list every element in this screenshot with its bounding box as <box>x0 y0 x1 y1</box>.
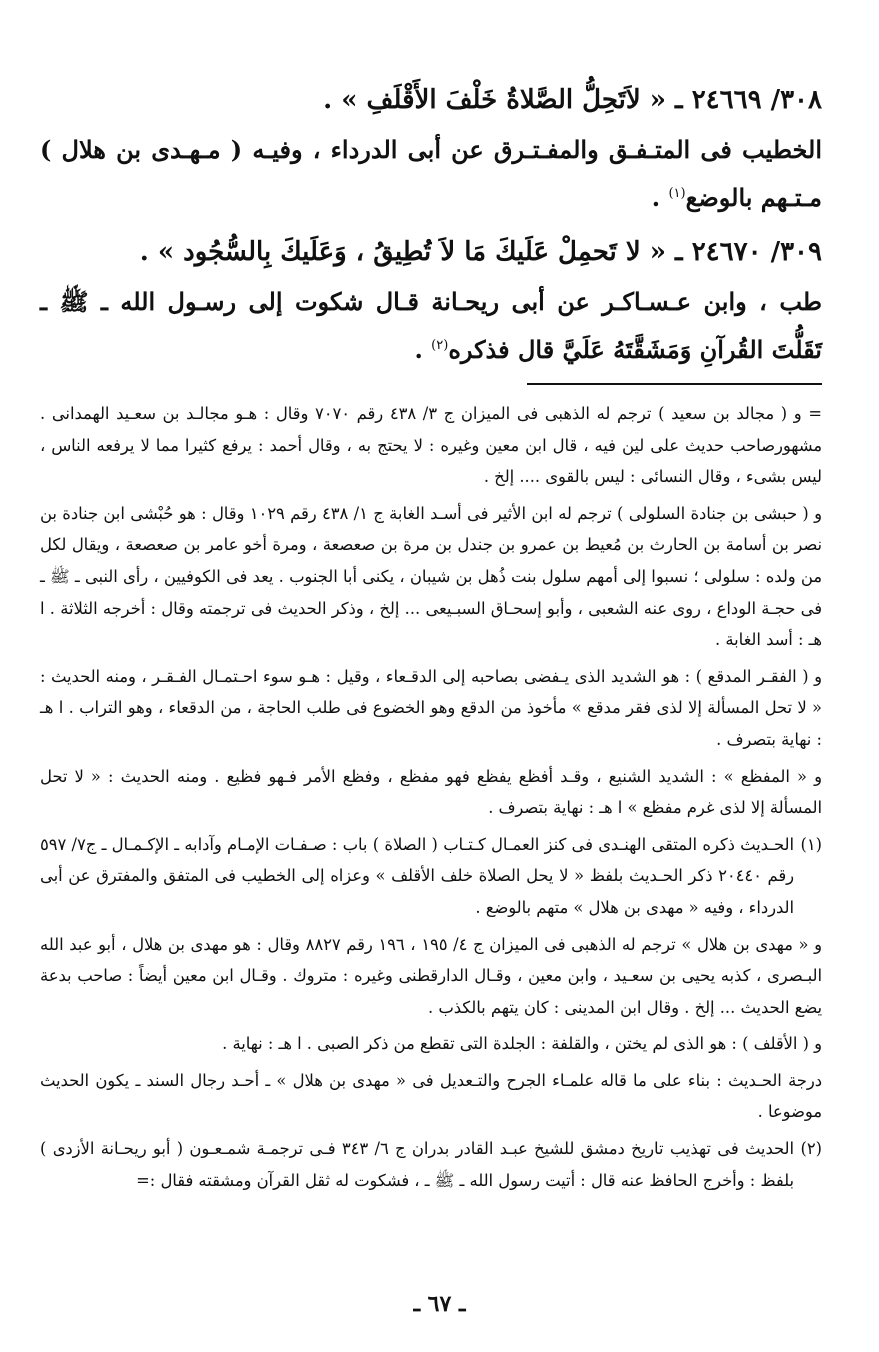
footnote-1-grade: درجة الحـديث : بناء على ما قاله علمـاء الجرح والتـعديل فى « مهدى بن هلال » ـ أحـد رجال السند ـ يكون الحديث موضوعا . <box>40 1070 822 1122</box>
footnote-ref-2: (٢) <box>431 338 449 353</box>
footnote-2-number: (٢) <box>800 1139 822 1159</box>
hadith-308: ٣٠٨/ ٢٤٦٦٩ ـ « لاَتَحِلُّ الصَّلاةُ خَلْفَ الأَقْلَفِ » . <box>323 85 822 115</box>
hadith-309-source <box>40 280 822 372</box>
hadith-309: ٣٠٩/ ٢٤٦٧٠ ـ « لا تَحمِلْ عَلَيكَ مَا لاَ تُطِيقُ ، وَعَلَيكَ بِالسُّجُود » . <box>139 237 822 267</box>
footnote-habashi: و ( حبشى بن جنادة السلولى ) ترجم له ابن الأثير فى أسـد الغابة ج ١/ ٤٣٨ رقم ١٠٢٩ وقال : هو حُبْشى ابن جنادة بن نصر بن أسامة بن الحارث بن مُعيط بن عمرو بن جندل بن مرة بن صعصعة ، ومرة أخو عامر بن صعصعة ، ويقال لكل من ولده : سلولى ؛ نسبوا إلى أمهم سلول بنت ذُهل بن شيبان ، يكنى أبا الجنوب . يعد فى الكوفيين ، رأى النبى ـ ﷺ ـ فى حجـة الوداع ، روى عنه الشعبى ، وأبو إسحـاق السبـيعى ... إلخ ، وذكر الحديث فى ترجمته وقال : أخرجه الثلاثة . ا هـ : أسد الغابة . <box>40 503 822 650</box>
footnote-2-text: الحديث فى تهذيب تاريخ دمشق للشيخ عبـد القادر بدران ج ٦/ ٣٤٣ فـى ترجمـة شمـعـون ( أبو ريحـانة الأزدى ) بلفظ : وأخرج الحافظ عنه قال : أتيت رسول الله ـ ﷺ ـ ، فشكوت له ثقل القرآن ومشقته فقال := <box>40 1139 794 1190</box>
footnote-1 <box>40 829 822 924</box>
footnote-ref-1: (١) <box>668 186 686 201</box>
footnote-continued-mujalid: = و ( مجالد بن سعيد ) ترجم له الذهبى فى الميزان ج ٣/ ٤٣٨ رقم ٧٠٧٠ وقال : هـو مجالـد بن سعـيد الهمدانى . مشهورصاحب حديث على لين فيه ، قال ابن معين وغيره : لا يحتج به ، وقال أحمد : يرفع كثيرا مما لا يرفعه الناس ، ليس بشىء ، وقال النسائى : ليس بالقوى .... إلخ . <box>40 404 822 487</box>
hadith-309-source-end: . <box>414 335 432 364</box>
footnotes <box>40 398 822 1201</box>
footnote-1-mahdi: و « مهدى بن هلال » ترجم له الذهبى فى الميزان ج ٤/ ١٩٥ ، ١٩٦ رقم ٨٨٢٧ وقال : هو مهدى بن هلال ، أبو عبد الله البـصرى ، كذبه يحيى بن سعـيد ، وابن معين ، وقـال الدارقطنى وغيره : متروك . وقـال ابن معين أيضاً : صاحب بدعة يضع الحديث ... إلخ . وقال ابن المدينى : كان يتهم بالكذب . <box>40 934 822 1017</box>
hadith-308-source-text: الخطيب فى المتـفـق والمفـتـرق عن أبى الدرداء ، وفيـه ( مـهـدى بن هلال ) مـتـهم بالوضع <box>40 135 822 212</box>
footnote-1-aqlaf: و ( الأقلف ) : هو الذى لم يختن ، والقلفة : الجلدة التى تقطع من ذكر الصبى . ا هـ : نهاية . <box>222 1034 822 1054</box>
hadith-309-source-text: طب ، وابن عـسـاكـر عن أبى ريحـانة قـال شكوت إلى رسـول الله ـ ﷺ ـ تَقَلُّتَ القُرآنِ وَمَشَقَّتَهُ عَلَيَّ قال فذكره <box>40 287 822 364</box>
footnote-1-text: الحـديث ذكره المتقى الهنـدى فى كنز العمـال كـتـاب ( الصلاة ) باب : صـفـات الإمـام وآدابه ـ الإكـمـال ـ ج٧/ ٥٩٧ رقم ٢٠٤٤٠ ذكر الحـديث بلفظ « لا يحل الصلاة خلف الأقلف » وعزاه إلى الخطيب فى المتفق والمفترق عن أبى الدرداء ، وفيه « مهدى بن هلال » متهم بالوضع . <box>40 834 795 917</box>
footnote-mufzi: و « المفظع » : الشديد الشنيع ، وقـد أفظع يفظع فهو مفظع ، وفظع الأمر فـهو فظيع . ومنه الحديث : « لا تحل المسألة إلا لذى غرم مفظع » ا هـ : نهاية بتصرف . <box>40 766 822 818</box>
page-number: ـ ٦٧ ـ <box>413 1291 466 1317</box>
footnote-faqr-mudqi: و ( الفقـر المدقع ) : هو الشديد الذى يـفضى بصاحبه إلى الدقـعاء ، وقيل : هـو سوء احـتمـال الفـقـر ، ومنه الحديث : « لا تحل المسألة إلا لذى فقر مدقع » مأخوذ من الدقع وهو الخضوع فى طلب الحاجة ، من الدقعاء ، وهو التراب . ا هـ : نهاية بتصرف . <box>40 666 822 749</box>
hadith-308-source <box>40 128 822 220</box>
main-text <box>40 78 822 382</box>
hadith-308-source-end: . <box>651 183 669 212</box>
footnote-2 <box>40 1133 822 1196</box>
footnote-separator <box>527 383 822 385</box>
footnote-1-number: (١) <box>800 834 822 854</box>
